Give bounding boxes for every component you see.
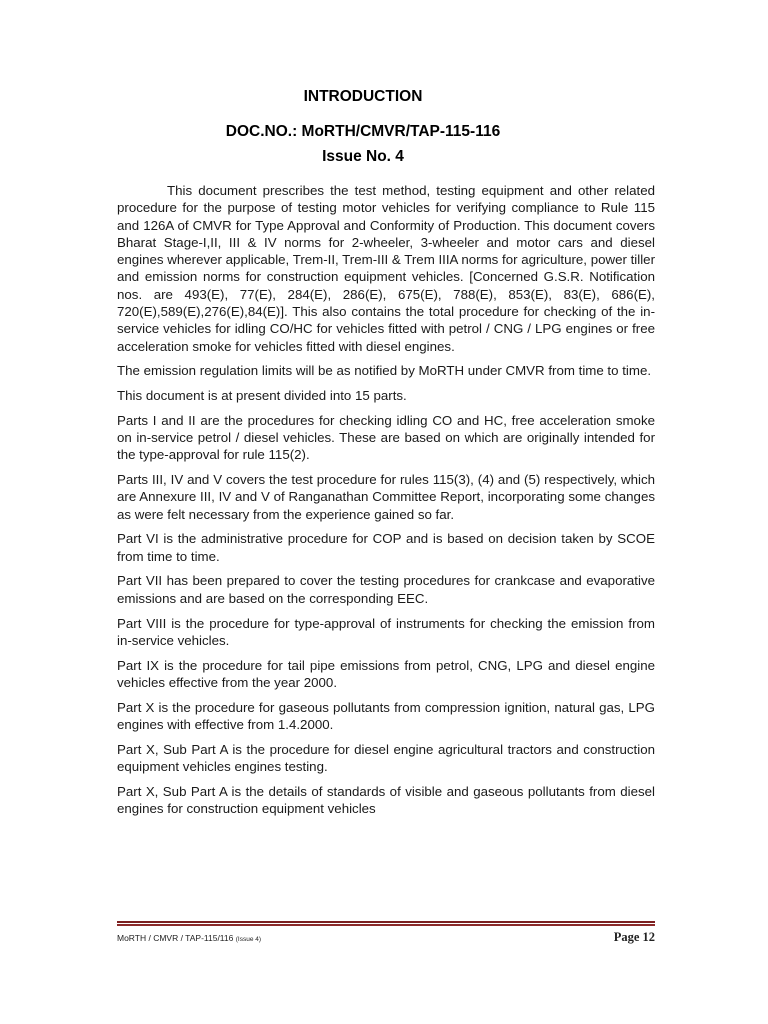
paragraph: Parts III, IV and V covers the test procedure for rules 115(3), (4) and (5) respectively, which are Annexure III, IV and V of Ranganathan Committee Report, incorporating some changes as were felt necessary from the experience gained so far. <box>117 471 655 522</box>
footer-issue-ref: (Issue 4) <box>235 936 262 943</box>
paragraph: Parts I and II are the procedures for checking idling CO and HC, free acceleration smoke on in-service petrol / diesel vehicles. These are based on which are originally intended for the type-approval for rule 115(2). <box>117 412 655 463</box>
paragraph: Part X is the procedure for gaseous pollutants from compression ignition, natural gas, LPG engines with effective from 1.4.2000. <box>117 699 655 733</box>
page-title: INTRODUCTION <box>303 88 423 105</box>
footer-divider-line <box>117 924 655 926</box>
document-number: DOC.NO.: MoRTH/CMVR/TAP-115-116 <box>225 123 501 140</box>
footer-divider-line <box>117 921 655 923</box>
issue-number: Issue No. 4 <box>322 148 404 165</box>
paragraph-intro: This document prescribes the test method, testing equipment and other related procedure for the purpose of testing motor vehicles for verifying compliance to Rule 115 and 126A of CMVR for Type Approval and Conformity of Production. This document covers Bharat Stage-I,II, III & IV norms for 2-wheeler, 3-wheeler and motor cars and diesel engines wherever applicable, Trem-II, Trem-III & Trem IIIA norms for agriculture, power tiller and emission norms for construction equipment vehicles. [Concerned G.S.R. Notification nos. are 493(E), 77(E), 284(E), 286(E), 675(E), 788(E), 853(E), 83(E), 686(E), 720(E),589(E),276(E),84(E)]. This also contains the total procedure for checking of the in-service vehicles for idling CO/HC for vehicles fitted with petrol / CNG / LPG engines or free acceleration smoke for vehicles fitted with diesel engines. <box>117 183 655 354</box>
paragraph: Part IX is the procedure for tail pipe emissions from petrol, CNG, LPG and diesel engine vehicles effective from the year 2000. <box>117 657 655 690</box>
page-number: Page 12 <box>613 930 655 944</box>
paragraph: Part X, Sub Part A is the details of standards of visible and gaseous pollutants from diesel engines for construction equipment vehicles <box>117 783 655 817</box>
paragraph: Part X, Sub Part A is the procedure for diesel engine agricultural tractors and construction equipment vehicles engines testing. <box>117 741 655 775</box>
paragraph: Part VII has been prepared to cover the testing procedures for crankcase and evaporative emissions and are based on the corresponding EEC. <box>117 573 655 606</box>
footer-document-reference <box>117 933 261 943</box>
body-text <box>117 182 655 825</box>
paragraph: The emission regulation limits will be as notified by MoRTH under CMVR from time to time. <box>117 362 652 378</box>
paragraph: This document is at present divided into 15 parts. <box>117 387 407 403</box>
footer-doc-ref: MoRTH / CMVR / TAP-115/116 <box>117 933 234 943</box>
paragraph: Part VI is the administrative procedure for COP and is based on decision taken by SCOE from time to time. <box>117 531 655 564</box>
footer-divider <box>117 921 655 927</box>
paragraph: Part VIII is the procedure for type-approval of instruments for checking the emission from in-service vehicles. <box>117 615 655 648</box>
